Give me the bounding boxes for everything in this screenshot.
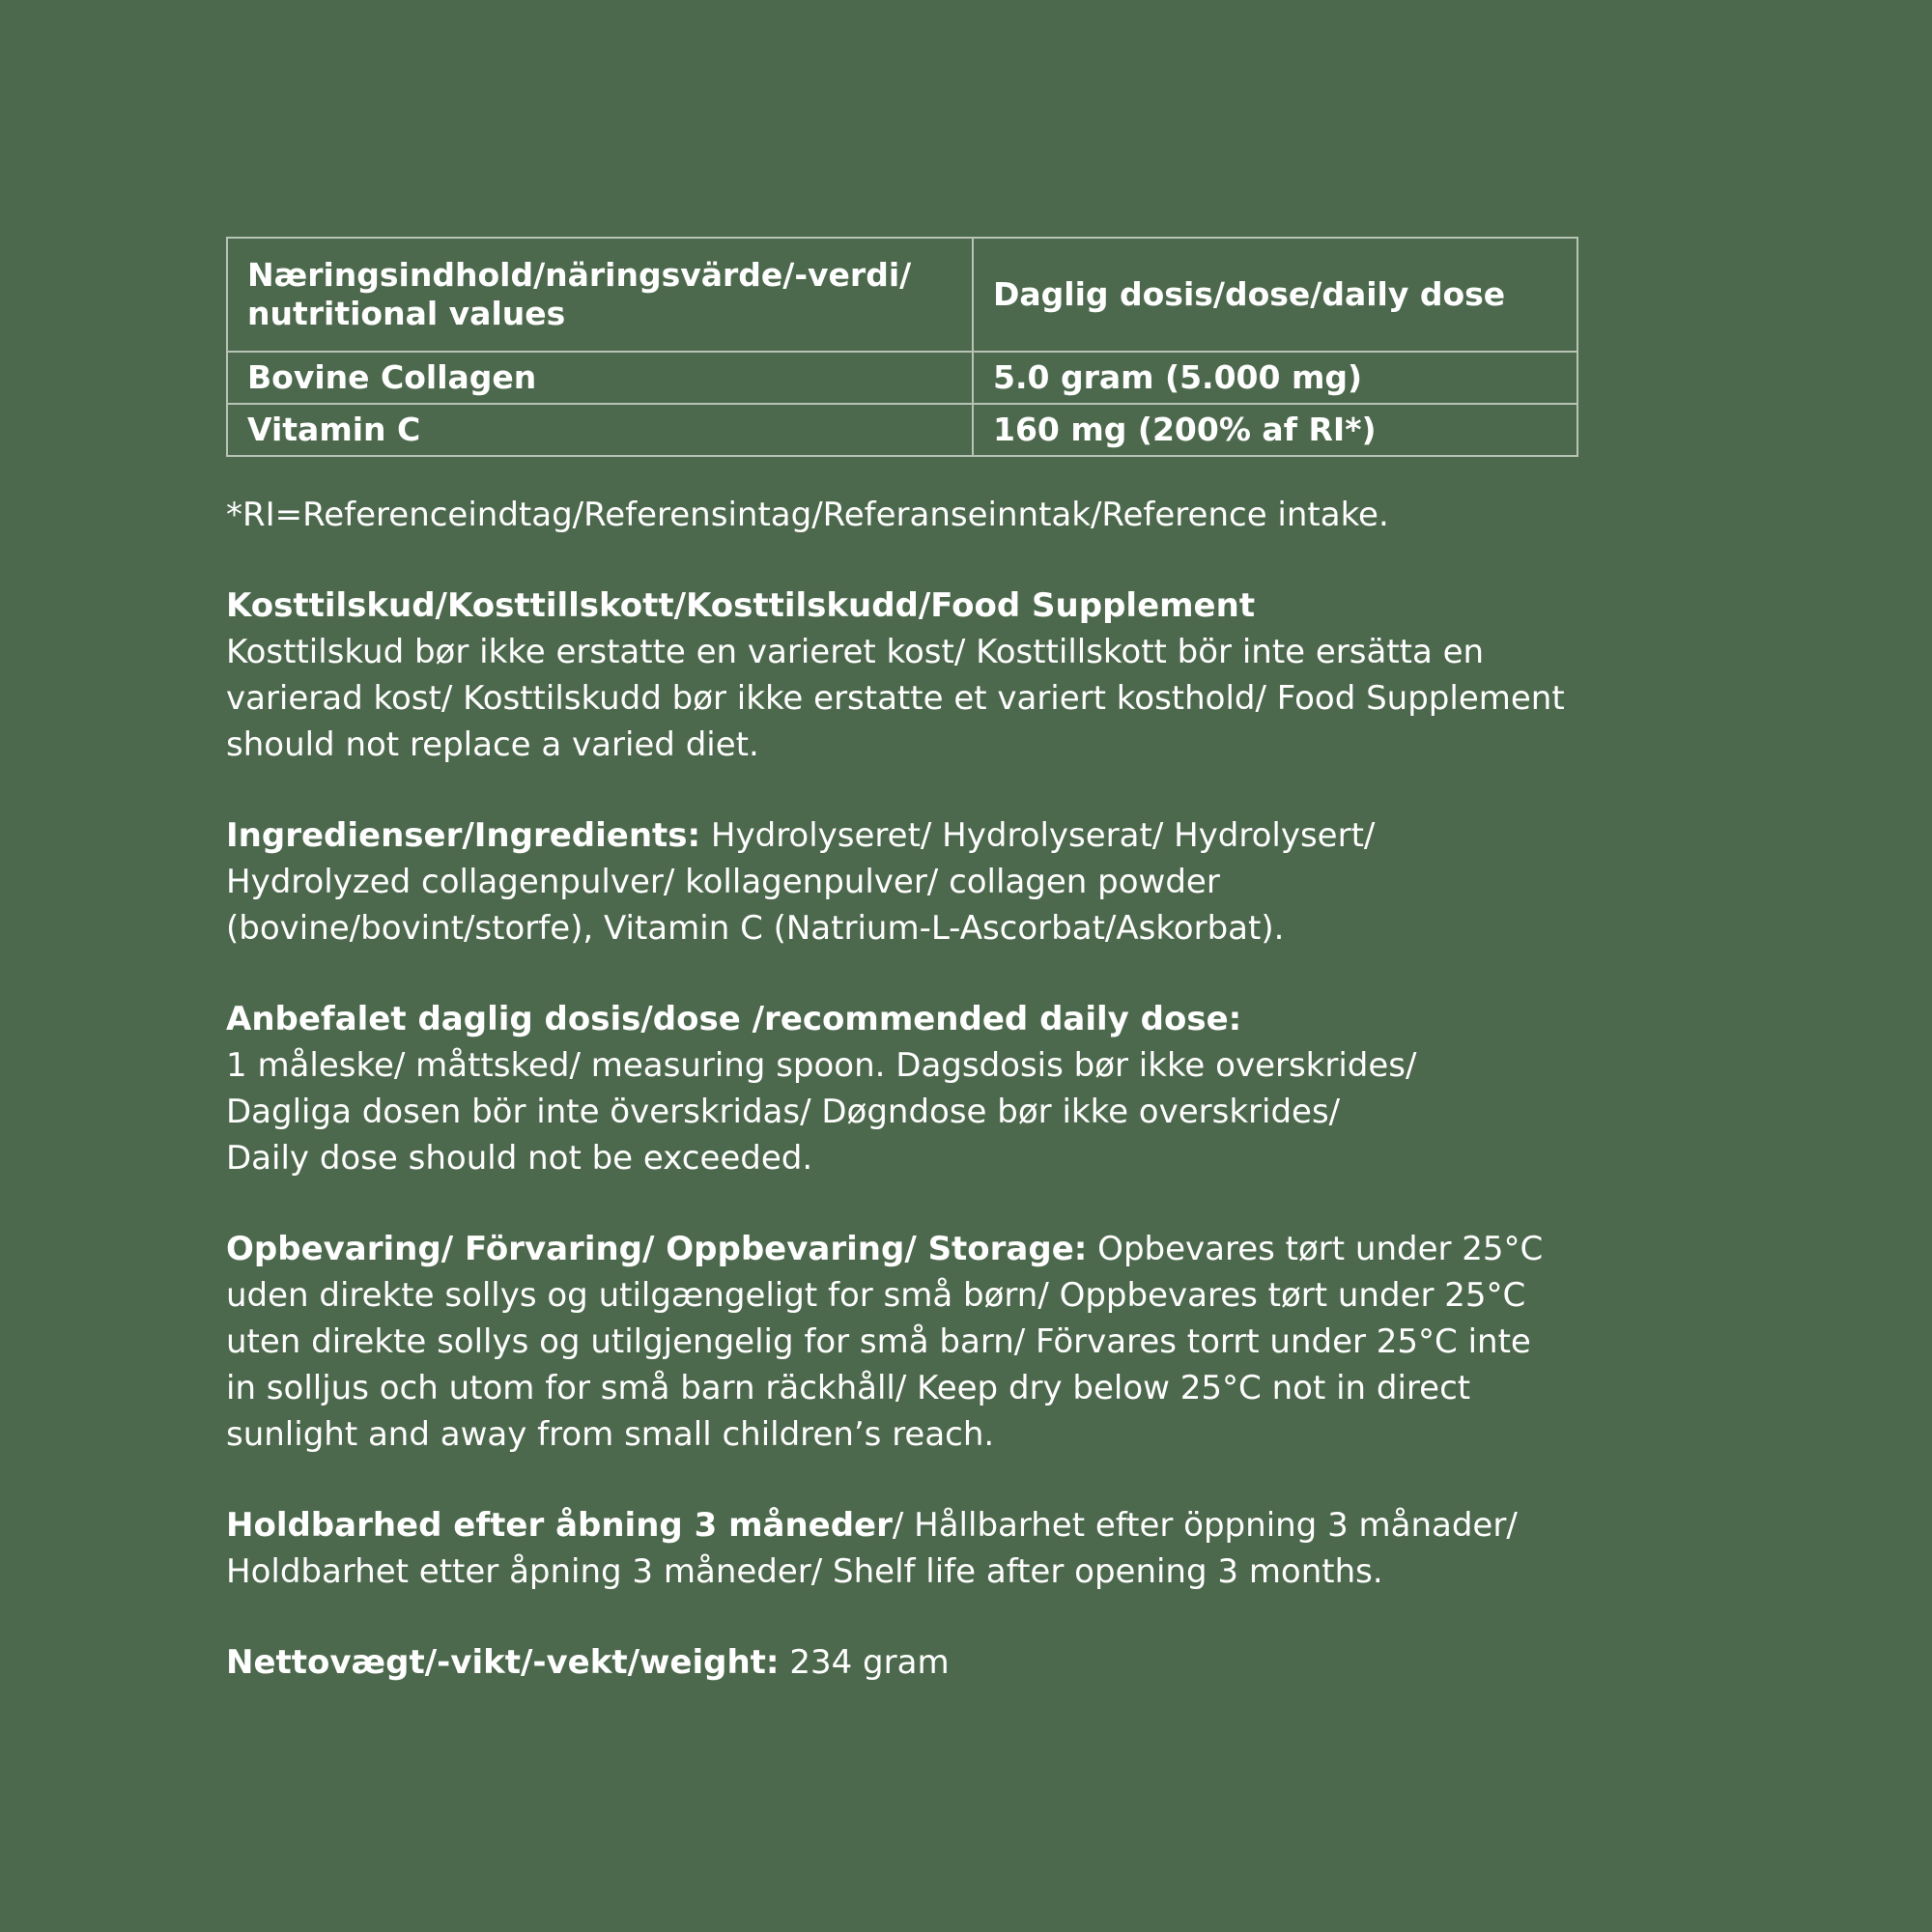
ri-note: *RI=Referenceindtag/Referensintag/Referanseinntak/Reference intake. bbox=[226, 496, 1389, 534]
storage-line: uten direkte sollys og utilgjengelig for små barn/ Förvares torrt under 25°C inte bbox=[226, 1322, 1531, 1361]
header-col1-line1: Næringsindhold/näringsvärde/-verdi/ bbox=[247, 256, 912, 294]
supplement-line: Kosttilskud bør ikke erstatte en varieret kost/ Kosttillskott bör inte ersätta en bbox=[226, 633, 1485, 671]
ingredients-section bbox=[226, 812, 1578, 952]
row-dose: 160 mg (200% af RI*) bbox=[973, 404, 1577, 456]
ingredients-heading: Ingredienser/Ingredients: bbox=[226, 816, 701, 855]
supplement-line: varierad kost/ Kosttilskudd bør ikke erstatte et variert kosthold/ Food Supplement bbox=[226, 679, 1565, 718]
storage-line: sunlight and away from small children’s reach. bbox=[226, 1415, 995, 1454]
label-content bbox=[226, 237, 1578, 1730]
dose-line: Daily dose should not be exceeded. bbox=[226, 1139, 813, 1178]
supplement-line: should not replace a varied diet. bbox=[226, 725, 759, 764]
storage-line: uden direkte sollys og utilgængeligt for små børn/ Oppbevares tørt under 25°C bbox=[226, 1276, 1526, 1315]
dose-line: 1 måleske/ måttsked/ measuring spoon. Dagsdosis bør ikke overskrides/ bbox=[226, 1046, 1417, 1085]
supplement-heading: Kosttilskud/Kosttillskott/Kosttilskudd/Food Supplement bbox=[226, 586, 1256, 625]
header-col1-line2: nutritional values bbox=[247, 295, 566, 332]
storage-line: in solljus och utom for små barn räckhåll/ Keep dry below 25°C not in direct bbox=[226, 1369, 1471, 1407]
dose-section bbox=[226, 996, 1578, 1181]
ingredients-first-line bbox=[226, 812, 1578, 859]
nutrition-table bbox=[226, 237, 1578, 457]
row-name: Vitamin C bbox=[227, 404, 973, 456]
header-daily-dose: Daglig dosis/dose/daily dose bbox=[973, 238, 1577, 352]
weight-value: 234 gram bbox=[779, 1643, 950, 1682]
ingredients-line: Hydrolyzed collagenpulver/ kollagenpulver/ collagen powder bbox=[226, 863, 1220, 901]
weight-heading: Nettovægt/-vikt/-vekt/weight: bbox=[226, 1643, 780, 1682]
dose-heading: Anbefalet daglig dosis/dose /recommended daily dose: bbox=[226, 1000, 1242, 1038]
dose-line: Dagliga dosen bör inte överskridas/ Døgndose bør ikke overskrides/ bbox=[226, 1093, 1341, 1131]
ingredients-line-rest: Hydrolyseret/ Hydrolyserat/ Hydrolysert/ bbox=[700, 816, 1376, 855]
shelf-life-line-rest: / Hållbarhet efter öppning 3 månader/ bbox=[892, 1506, 1518, 1545]
shelf-life-section bbox=[226, 1502, 1578, 1595]
ingredients-line: (bovine/bovint/storfe), Vitamin C (Natrium-L-Ascorbat/Askorbat). bbox=[226, 909, 1285, 948]
supplement-section bbox=[226, 582, 1578, 768]
shelf-life-heading: Holdbarhed efter åbning 3 måneder bbox=[226, 1506, 893, 1545]
storage-first-line bbox=[226, 1226, 1578, 1272]
storage-heading: Opbevaring/ Förvaring/ Oppbevaring/ Storage: bbox=[226, 1230, 1088, 1268]
weight-section bbox=[226, 1639, 1578, 1686]
table-row bbox=[227, 352, 1577, 404]
storage-line-rest: Opbevares tørt under 25°C bbox=[1087, 1230, 1544, 1268]
storage-section bbox=[226, 1226, 1578, 1458]
shelf-life-first-line bbox=[226, 1502, 1578, 1548]
row-name: Bovine Collagen bbox=[227, 352, 973, 404]
shelf-life-line: Holdbarhet etter åpning 3 måneder/ Shelf life after opening 3 months. bbox=[226, 1552, 1383, 1591]
table-row bbox=[227, 404, 1577, 456]
nutrition-table-header bbox=[227, 238, 1577, 352]
row-dose: 5.0 gram (5.000 mg) bbox=[973, 352, 1577, 404]
header-nutritional-values bbox=[227, 238, 973, 352]
